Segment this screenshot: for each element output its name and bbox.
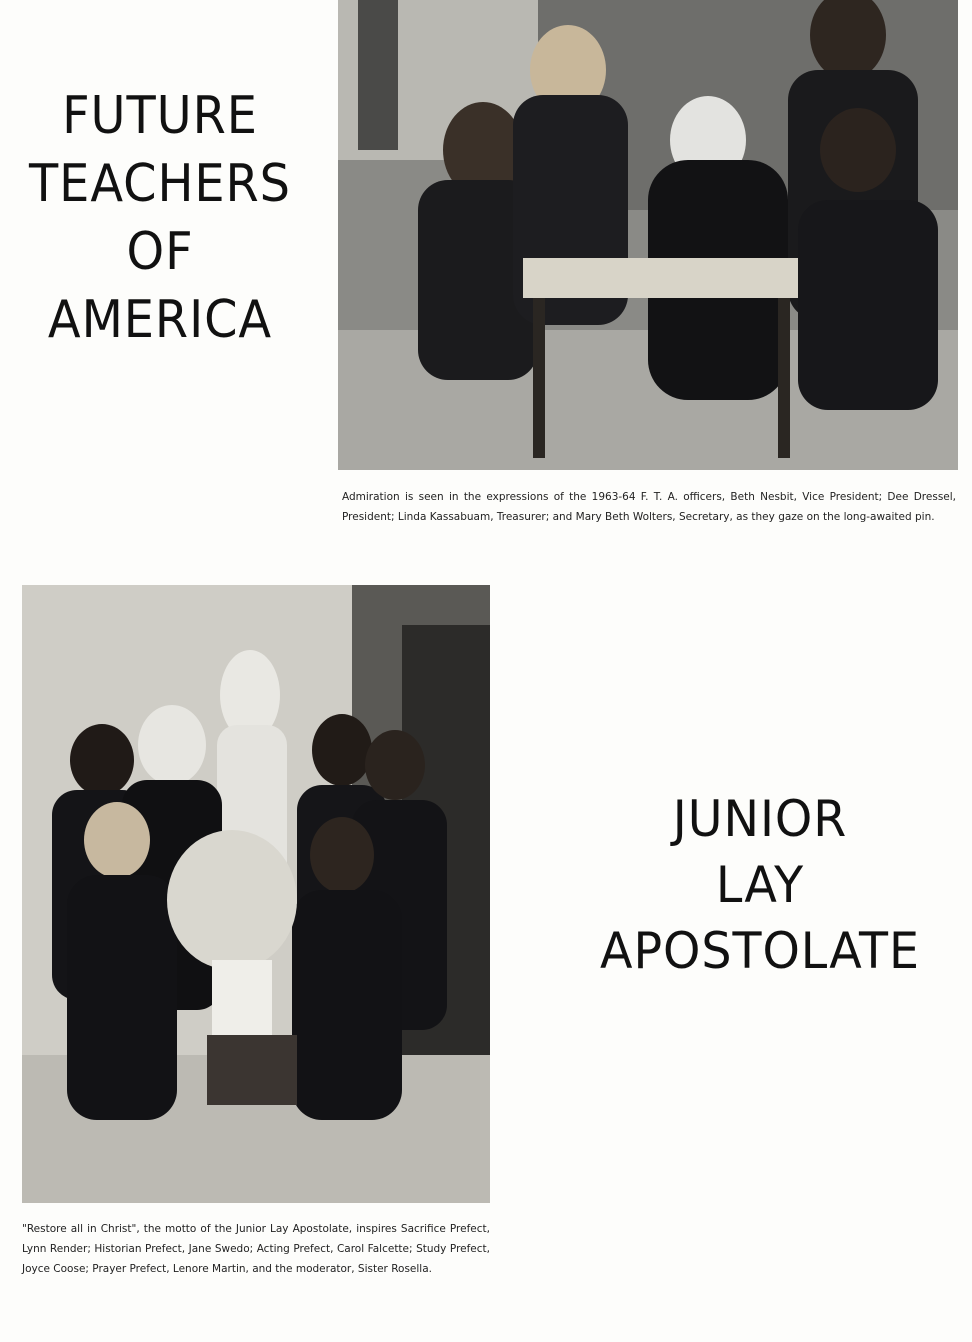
- jla-heading-line: LAY: [715, 856, 805, 914]
- jla-heading-line: JUNIOR: [672, 790, 848, 848]
- fta-heading-line: FUTURE: [62, 86, 258, 146]
- fta-officers-photo: [338, 0, 958, 470]
- fta-heading-line: OF: [126, 222, 194, 282]
- jla-photo-illustration: [22, 585, 490, 1203]
- jla-caption: "Restore all in Christ", the motto of the Junior Lay Apostolate, inspires Sacrifice Prefect, Lynn Render; Historian Prefect, Jane Swedo; Acting Prefect, Carol Falcette; Study Prefect, Joyce Coose; Prayer Prefect, Lenore Martin, and the moderator, Sister Rosella.: [22, 1223, 490, 1275]
- fta-heading-line: AMERICA: [47, 290, 273, 350]
- fta-photo-illustration: [338, 0, 958, 470]
- fta-heading-line: TEACHERS: [29, 154, 291, 214]
- fta-heading: [22, 82, 298, 354]
- jla-officers-photo: [22, 585, 490, 1203]
- jla-heading: [570, 786, 950, 984]
- jla-heading-line: APOSTOLATE: [600, 922, 920, 980]
- fta-caption: Admiration is seen in the expressions of the 1963-64 F. T. A. officers, Beth Nesbit, Vice President; Dee Dressel, President; Linda Kassabuam, Treasurer; and Mary Beth Wolters, Secretary, as they gaze on the long-awaited pin.: [342, 491, 956, 523]
